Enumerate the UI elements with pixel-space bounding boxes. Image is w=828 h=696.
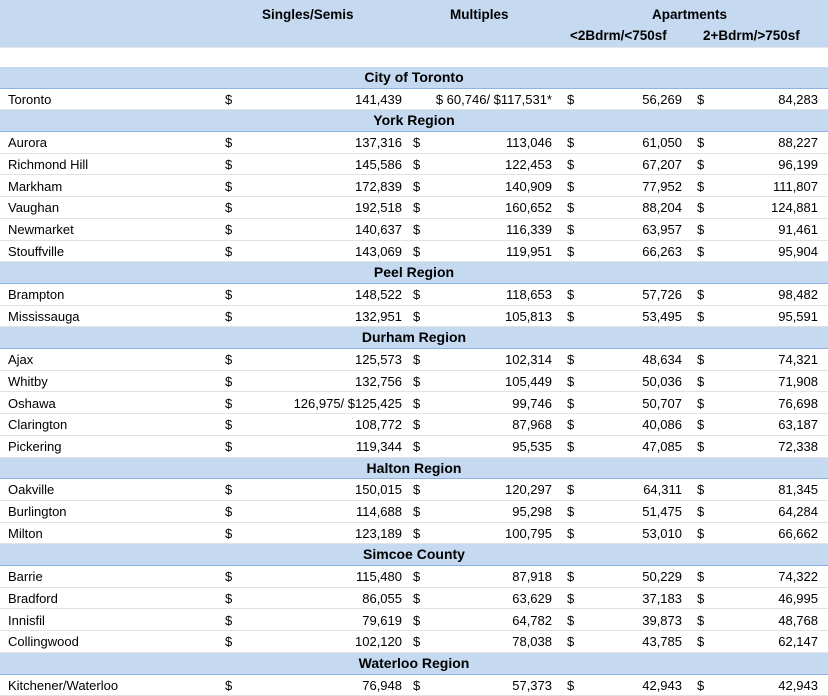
multiples-value: 95,535 — [512, 438, 552, 454]
dollar-sign: $ — [225, 91, 233, 107]
multiples-value: 57,373 — [512, 677, 552, 693]
municipality-name: Oshawa — [8, 395, 56, 411]
municipality-name: Markham — [8, 178, 63, 194]
apt-small-value: 39,873 — [642, 612, 682, 628]
dollar-sign: $ — [697, 569, 705, 585]
dollar-sign: $ — [567, 135, 575, 151]
dollar-sign: $ — [697, 677, 705, 693]
apt-large-value: 111,807 — [772, 178, 818, 194]
dollar-sign: $ — [225, 590, 233, 606]
table-row — [0, 241, 828, 263]
apt-small-value: 37,183 — [642, 590, 682, 606]
region-label: Waterloo Region — [358, 654, 470, 671]
dollar-sign: $ — [697, 308, 705, 324]
municipality-name: Richmond Hill — [8, 156, 89, 172]
dollar-sign: $ — [413, 612, 421, 628]
region-label: Halton Region — [366, 459, 462, 476]
dollar-sign: $ — [225, 287, 233, 302]
apt-large-value: 74,322 — [778, 569, 818, 585]
region-header-row — [0, 262, 828, 284]
multiples-value: 87,968 — [512, 417, 552, 433]
dollar-sign: $ — [697, 352, 705, 368]
apt-small-value: 50,229 — [642, 569, 682, 585]
dollar-sign: $ — [413, 590, 421, 606]
municipality-name: Milton — [8, 525, 43, 541]
dollar-sign: $ — [413, 287, 421, 302]
dollar-sign: $ — [697, 417, 705, 433]
region-label: City of Toronto — [364, 69, 464, 85]
table-row — [0, 523, 828, 545]
region-header-row — [0, 110, 828, 132]
dollar-sign: $ — [225, 178, 233, 194]
municipality-name: Pickering — [8, 438, 62, 454]
multiples-value: 116,339 — [505, 221, 552, 237]
dollar-sign: $ — [567, 590, 575, 606]
dollar-sign: $ — [567, 200, 575, 216]
multiples-value: 120,297 — [505, 482, 552, 498]
header-multiples: Multiples — [450, 7, 509, 22]
table-row — [0, 501, 828, 523]
multiples-value: 118,653 — [505, 287, 552, 302]
multiples-value: 113,046 — [505, 135, 552, 151]
apt-small-value: 53,010 — [642, 525, 682, 541]
dollar-sign: $ — [225, 221, 233, 237]
dollar-sign: $ — [567, 504, 575, 519]
municipality-name: Brampton — [8, 287, 65, 302]
multiples-value: 105,449 — [505, 373, 552, 389]
dollar-sign: $ — [225, 417, 233, 433]
dollar-sign: $ — [225, 135, 233, 151]
municipality-name: Kitchener/Waterloo — [8, 677, 119, 693]
dollar-sign: $ — [697, 91, 705, 107]
singles-value: 114,688 — [355, 504, 402, 519]
dollar-sign: $ — [225, 243, 233, 259]
dollar-sign: $ — [697, 243, 705, 259]
singles-value: 102,120 — [355, 634, 402, 650]
dollar-sign: $ — [413, 373, 421, 389]
multiples-value: $ 60,746/ $117,531* — [435, 91, 552, 107]
apt-small-value: 51,475 — [642, 504, 682, 519]
apt-large-value: 81,345 — [778, 482, 818, 498]
municipality-name: Clarington — [8, 417, 68, 433]
apt-small-value: 53,495 — [642, 308, 682, 324]
dollar-sign: $ — [225, 352, 233, 368]
dollar-sign: $ — [697, 504, 705, 519]
apt-large-value: 48,768 — [778, 612, 818, 628]
dollar-sign: $ — [225, 373, 233, 389]
dollar-sign: $ — [225, 634, 233, 650]
dollar-sign: $ — [567, 243, 575, 259]
municipality-name: Whitby — [8, 373, 48, 389]
apt-small-value: 88,204 — [642, 200, 682, 216]
table-row — [0, 414, 828, 436]
apt-large-value: 95,591 — [778, 308, 818, 324]
region-header-row — [0, 458, 828, 480]
header-apt-small: <2Bdrm/<750sf — [570, 28, 667, 43]
apt-small-value: 48,634 — [642, 352, 682, 368]
dollar-sign: $ — [225, 569, 233, 585]
municipality-name: Aurora — [8, 135, 48, 151]
region-header-row — [0, 67, 828, 89]
dollar-sign: $ — [413, 504, 421, 519]
dollar-sign: $ — [567, 91, 575, 107]
dollar-sign: $ — [413, 634, 421, 650]
multiples-value: 99,746 — [512, 395, 552, 411]
singles-value: 150,015 — [355, 482, 402, 498]
apt-large-value: 84,283 — [778, 91, 818, 107]
table-row — [0, 154, 828, 176]
apt-large-value: 96,199 — [778, 156, 818, 172]
header-singles: Singles/Semis — [262, 7, 354, 22]
apt-large-value: 66,662 — [778, 525, 818, 541]
table-row — [0, 371, 828, 393]
apt-small-value: 40,086 — [642, 417, 682, 433]
municipality-name: Stouffville — [8, 243, 65, 259]
table-row — [0, 436, 828, 458]
region-header-row — [0, 327, 828, 349]
apt-small-value: 63,957 — [642, 221, 682, 237]
municipality-name: Newmarket — [8, 221, 74, 237]
apt-small-value: 61,050 — [642, 135, 682, 151]
apt-small-value: 50,707 — [642, 395, 682, 411]
municipality-name: Collingwood — [8, 634, 79, 650]
header-apt-large: 2+Bdrm/>750sf — [703, 28, 800, 43]
apt-large-value: 91,461 — [778, 221, 818, 237]
region-label: Peel Region — [373, 264, 455, 281]
table-row — [0, 610, 828, 632]
dollar-sign: $ — [697, 373, 705, 389]
dollar-sign: $ — [567, 395, 575, 411]
apt-large-value: 64,284 — [778, 504, 818, 519]
table-header — [0, 0, 828, 47]
region-label: Simcoe County — [363, 546, 465, 563]
dollar-sign: $ — [567, 677, 575, 693]
singles-value: 76,948 — [362, 677, 402, 693]
multiples-value: 78,038 — [512, 634, 552, 650]
apt-small-value: 42,943 — [642, 677, 682, 693]
table-row — [0, 393, 828, 415]
apt-large-value: 76,698 — [778, 395, 818, 411]
singles-value: 143,069 — [355, 243, 402, 259]
dollar-sign: $ — [413, 677, 421, 693]
table-row — [0, 219, 828, 241]
apt-small-value: 50,036 — [642, 373, 682, 389]
dollar-sign: $ — [567, 612, 575, 628]
dollar-sign: $ — [225, 156, 233, 172]
dollar-sign: $ — [567, 569, 575, 585]
municipality-name: Innisfil — [8, 612, 45, 628]
multiples-value: 102,314 — [505, 352, 552, 368]
dollar-sign: $ — [697, 156, 705, 172]
apt-small-value: 64,311 — [643, 482, 682, 498]
dollar-sign: $ — [225, 677, 233, 693]
singles-value: 132,951 — [355, 308, 402, 324]
apt-large-value: 88,227 — [778, 135, 818, 151]
apt-large-value: 62,147 — [778, 634, 818, 650]
dollar-sign: $ — [697, 482, 705, 498]
multiples-value: 160,652 — [505, 200, 552, 216]
region-label: York Region — [373, 112, 455, 129]
dollar-sign: $ — [697, 200, 705, 216]
dollar-sign: $ — [413, 395, 421, 411]
dollar-sign: $ — [413, 221, 421, 237]
table-row — [0, 132, 828, 154]
singles-value: 145,586 — [355, 156, 402, 172]
apt-large-value: 95,904 — [778, 243, 818, 259]
apt-small-value: 66,263 — [642, 243, 682, 259]
dollar-sign: $ — [225, 612, 233, 628]
multiples-value: 87,918 — [512, 569, 552, 585]
apt-large-value: 42,943 — [778, 677, 818, 693]
singles-value: 137,316 — [355, 135, 402, 151]
dollar-sign: $ — [413, 243, 421, 259]
dollar-sign: $ — [225, 482, 233, 498]
dollar-sign: $ — [413, 482, 421, 498]
municipality-name: Bradford — [8, 590, 58, 606]
multiples-value: 64,782 — [512, 612, 552, 628]
multiples-value: 140,909 — [505, 178, 552, 194]
apt-small-value: 43,785 — [642, 634, 682, 650]
dollar-sign: $ — [413, 525, 421, 541]
multiples-value: 119,951 — [505, 243, 552, 259]
singles-value: 86,055 — [362, 590, 402, 606]
apt-large-value: 71,908 — [778, 373, 818, 389]
table-row — [0, 631, 828, 653]
dollar-sign: $ — [697, 135, 705, 151]
dollar-sign: $ — [225, 525, 233, 541]
dollar-sign: $ — [413, 200, 421, 216]
dollar-sign: $ — [567, 482, 575, 498]
dollar-sign: $ — [225, 504, 233, 519]
table-row — [0, 349, 828, 371]
municipality-name: Burlington — [8, 504, 67, 519]
dollar-sign: $ — [413, 417, 421, 433]
municipality-name: Barrie — [8, 569, 43, 585]
dollar-sign: $ — [413, 308, 421, 324]
dollar-sign: $ — [567, 178, 575, 194]
dollar-sign: $ — [697, 612, 705, 628]
municipality-name: Ajax — [8, 352, 34, 368]
apt-small-value: 47,085 — [642, 438, 682, 454]
municipality-name: Toronto — [8, 91, 52, 107]
municipality-name: Oakville — [8, 482, 55, 498]
apt-small-value: 57,726 — [642, 287, 682, 302]
municipality-name: Mississauga — [8, 308, 80, 324]
region-header-row — [0, 653, 828, 675]
table-row — [0, 675, 828, 696]
multiples-value: 122,453 — [505, 156, 552, 172]
singles-value: 192,518 — [355, 200, 402, 216]
apt-small-value: 56,269 — [642, 91, 682, 107]
apt-large-value: 98,482 — [778, 287, 818, 302]
apt-large-value: 124,881 — [771, 200, 818, 216]
multiples-value: 100,795 — [505, 525, 552, 541]
dollar-sign: $ — [413, 438, 421, 454]
dollar-sign: $ — [697, 395, 705, 411]
singles-value: 148,522 — [355, 287, 402, 302]
header-apartments: Apartments — [652, 7, 728, 22]
dollar-sign: $ — [225, 395, 233, 411]
table-row — [0, 89, 828, 111]
dollar-sign: $ — [697, 525, 705, 541]
singles-value: 79,619 — [362, 612, 402, 628]
dollar-sign: $ — [697, 438, 705, 454]
singles-value: 108,772 — [355, 417, 402, 433]
dollar-sign: $ — [567, 308, 575, 324]
dollar-sign: $ — [697, 287, 705, 302]
apt-small-value: 67,207 — [642, 156, 682, 172]
apt-large-value: 63,187 — [778, 417, 818, 433]
dollar-sign: $ — [567, 221, 575, 237]
municipality-name: Vaughan — [8, 200, 60, 216]
dollar-sign: $ — [567, 373, 575, 389]
table-row — [0, 197, 828, 219]
dollar-sign: $ — [567, 287, 575, 302]
dollar-sign: $ — [413, 135, 421, 151]
dollar-sign: $ — [567, 156, 575, 172]
apt-small-value: 77,952 — [642, 178, 682, 194]
dollar-sign: $ — [413, 352, 421, 368]
singles-value: 140,637 — [355, 221, 402, 237]
dollar-sign: $ — [413, 156, 421, 172]
dollar-sign: $ — [225, 308, 233, 324]
dollar-sign: $ — [567, 438, 575, 454]
singles-value: 126,975/ $125,425 — [293, 395, 402, 411]
singles-value: 119,344 — [355, 438, 402, 454]
table-row — [0, 588, 828, 610]
dollar-sign: $ — [225, 200, 233, 216]
singles-value: 123,189 — [355, 525, 402, 541]
multiples-value: 63,629 — [512, 590, 552, 606]
singles-value: 132,756 — [355, 373, 402, 389]
dollar-sign: $ — [567, 352, 575, 368]
dollar-sign: $ — [697, 178, 705, 194]
table-row — [0, 479, 828, 501]
apt-large-value: 74,321 — [778, 352, 818, 368]
multiples-value: 105,813 — [505, 308, 552, 324]
dollar-sign: $ — [697, 221, 705, 237]
dollar-sign: $ — [225, 438, 233, 454]
dollar-sign: $ — [413, 569, 421, 585]
apt-large-value: 46,995 — [778, 590, 818, 606]
dollar-sign: $ — [567, 525, 575, 541]
singles-value: 172,839 — [355, 178, 402, 194]
dollar-sign: $ — [697, 590, 705, 606]
multiples-value: 95,298 — [512, 504, 552, 519]
dollar-sign: $ — [567, 417, 575, 433]
spacer-row — [0, 47, 828, 67]
dollar-sign: $ — [413, 178, 421, 194]
dollar-sign: $ — [697, 634, 705, 650]
table-row — [0, 284, 828, 306]
singles-value: 125,573 — [355, 352, 402, 368]
singles-value: 141,439 — [355, 91, 402, 107]
singles-value: 115,480 — [355, 569, 402, 585]
region-label: Durham Region — [361, 329, 467, 346]
region-header-row — [0, 544, 828, 566]
table-row — [0, 566, 828, 588]
table-row — [0, 306, 828, 328]
apt-large-value: 72,338 — [778, 438, 818, 454]
table-row — [0, 176, 828, 198]
dollar-sign: $ — [567, 634, 575, 650]
